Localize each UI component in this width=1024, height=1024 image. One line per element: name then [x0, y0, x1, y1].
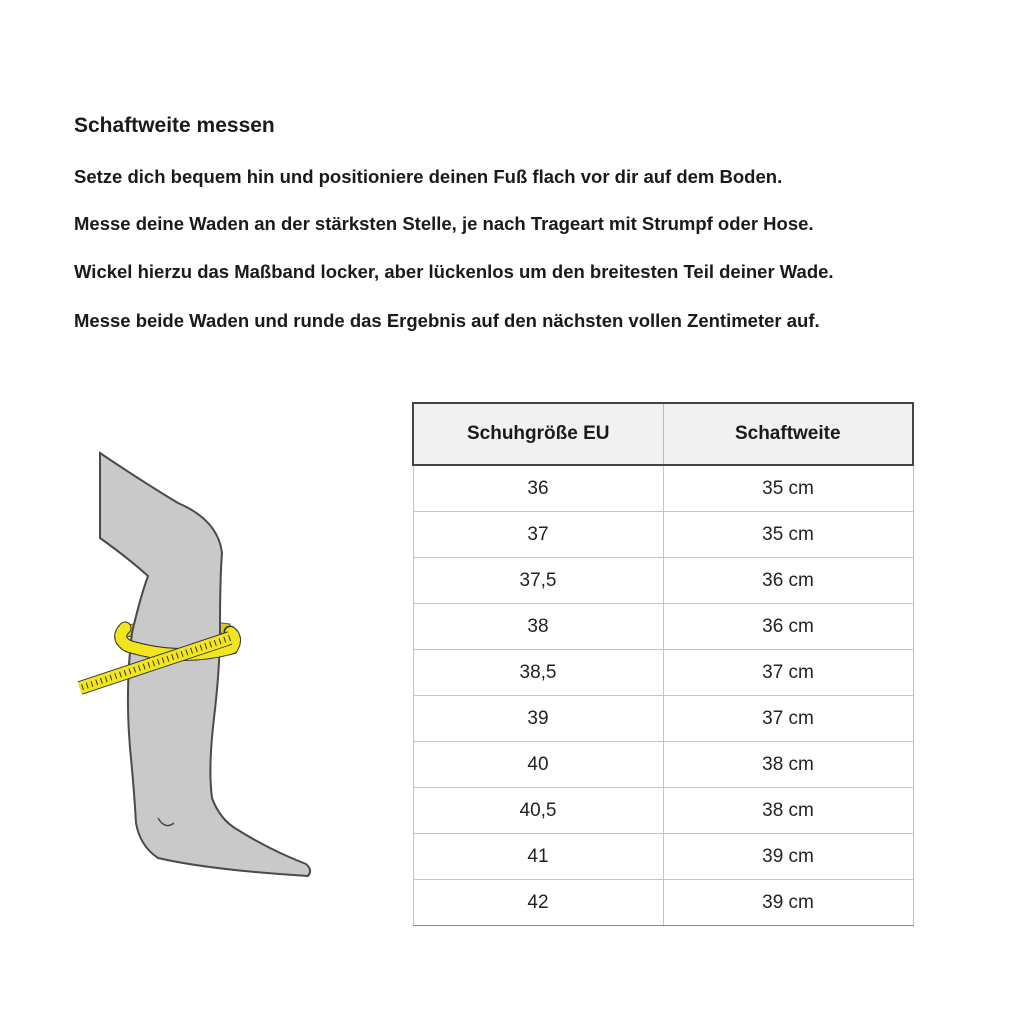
table-row — [413, 696, 913, 742]
table-row — [413, 650, 913, 696]
shaft-width-cell: 37 cm — [663, 696, 913, 742]
shoe-size-cell: 40,5 — [413, 788, 663, 834]
shoe-size-cell: 36 — [413, 465, 663, 512]
table-row — [413, 558, 913, 604]
shaft-width-cell: 35 cm — [663, 512, 913, 558]
leg-measuring-illustration — [70, 448, 330, 888]
instruction-step-1: Setze dich bequem hin und positioniere deinen Fuß flach vor dir auf dem Boden. — [74, 166, 783, 187]
shoe-size-cell: 37 — [413, 512, 663, 558]
shaft-width-cell: 39 cm — [663, 880, 913, 926]
shoe-size-cell: 39 — [413, 696, 663, 742]
column-header-shoe-size: Schuhgröße EU — [413, 403, 663, 465]
shaft-width-cell: 37 cm — [663, 650, 913, 696]
shoe-size-cell: 38 — [413, 604, 663, 650]
shoe-size-cell: 42 — [413, 880, 663, 926]
column-header-shaft-width: Schaftweite — [663, 403, 913, 465]
shoe-size-cell: 37,5 — [413, 558, 663, 604]
shaft-width-cell: 39 cm — [663, 834, 913, 880]
instruction-step-2: Messe deine Waden an der stärksten Stelle, je nach Trageart mit Strumpf oder Hose. — [74, 213, 814, 234]
table-row — [413, 465, 913, 512]
table-row — [413, 512, 913, 558]
table-row — [413, 834, 913, 880]
table-row — [413, 788, 913, 834]
table-row — [413, 604, 913, 650]
shoe-size-cell: 41 — [413, 834, 663, 880]
shoe-size-cell: 40 — [413, 742, 663, 788]
table-row — [413, 742, 913, 788]
shaft-width-cell: 36 cm — [663, 604, 913, 650]
shoe-size-cell: 38,5 — [413, 650, 663, 696]
table-row — [413, 880, 913, 926]
size-chart-table — [412, 402, 914, 926]
shaft-width-cell: 36 cm — [663, 558, 913, 604]
instruction-step-3: Wickel hierzu das Maßband locker, aber lückenlos um den breitesten Teil deiner Wade. — [74, 261, 834, 282]
page-title: Schaftweite messen — [74, 114, 275, 137]
table-header-row — [413, 403, 913, 465]
shaft-width-cell: 35 cm — [663, 465, 913, 512]
shaft-width-cell: 38 cm — [663, 788, 913, 834]
shaft-width-cell: 38 cm — [663, 742, 913, 788]
instruction-step-4: Messe beide Waden und runde das Ergebnis auf den nächsten vollen Zentimeter auf. — [74, 310, 820, 331]
